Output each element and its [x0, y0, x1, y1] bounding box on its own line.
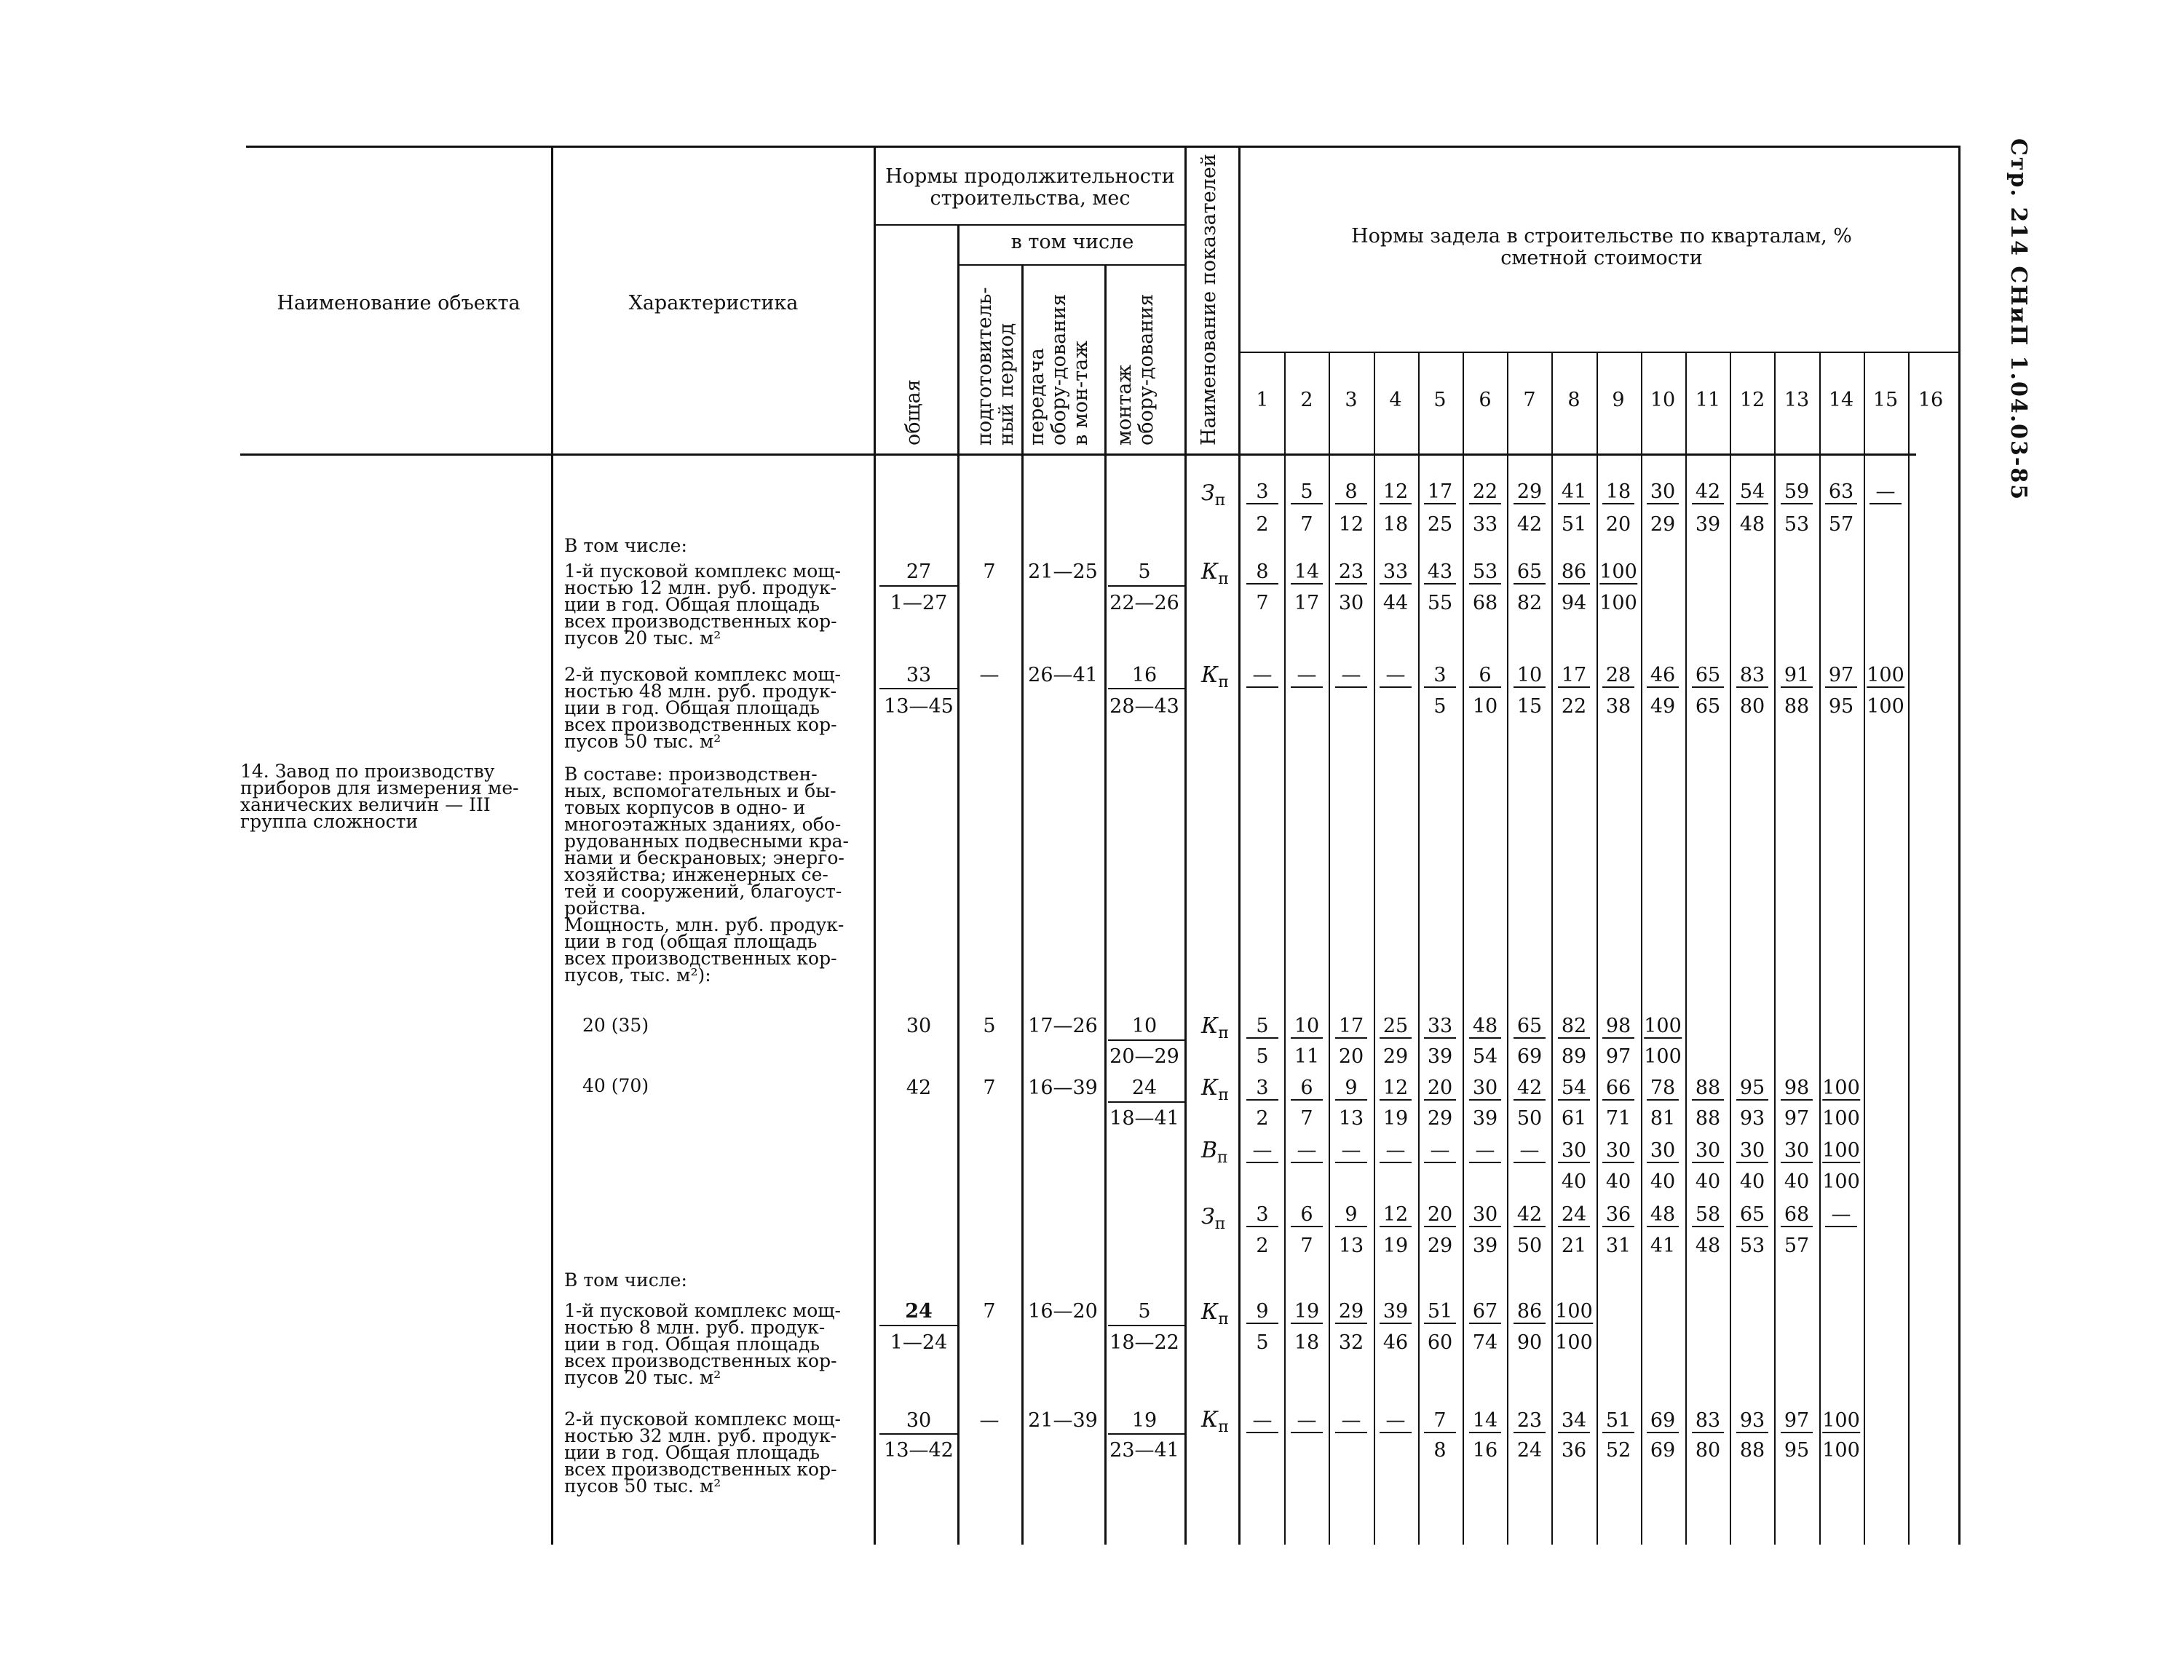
backlog-cell: 18	[1602, 481, 1634, 504]
backlog-cell: 2	[1256, 1107, 1269, 1130]
backlog-cell: 95	[1736, 1077, 1768, 1101]
backlog-cell: 7	[1256, 592, 1269, 614]
backlog-cell: 68	[1472, 592, 1498, 614]
backlog-cell: 65	[1695, 695, 1721, 718]
duration-transfer: 21—25	[1028, 560, 1098, 583]
duration-transfer: 21—39	[1028, 1409, 1098, 1432]
backlog-cell: 97	[1825, 665, 1857, 688]
backlog-cell: 36	[1561, 1439, 1587, 1462]
backlog-cell: 98	[1781, 1077, 1813, 1101]
backlog-cell: 43	[1424, 561, 1456, 585]
backlog-cell: 69	[1647, 1410, 1679, 1433]
quarter-header: 4	[1389, 389, 1402, 411]
backlog-cell: 100	[1822, 1107, 1860, 1130]
backlog-cell: 58	[1692, 1204, 1724, 1227]
backlog-cell: 18	[1294, 1331, 1320, 1354]
backlog-cell: 74	[1472, 1331, 1498, 1354]
backlog-cell: 42	[1516, 513, 1543, 536]
backlog-cell: —	[1291, 1140, 1323, 1163]
indicator-z: $З_п$	[1201, 1204, 1226, 1233]
backlog-cell: 19	[1382, 1107, 1409, 1130]
quarter-header: 8	[1567, 389, 1580, 411]
backlog-cell: 88	[1692, 1077, 1724, 1101]
backlog-cell: 2	[1256, 513, 1269, 536]
backlog-cell: 42	[1514, 1204, 1546, 1227]
backlog-cell: 3	[1246, 1204, 1278, 1227]
backlog-cell: 66	[1602, 1077, 1634, 1101]
backlog-cell: 86	[1558, 561, 1590, 585]
backlog-cell: 100	[1599, 560, 1637, 583]
backlog-cell: 28	[1602, 665, 1634, 688]
page-header: Стр. 214 СНиП 1.04.03-85	[2006, 138, 2031, 502]
backlog-cell: 23	[1514, 1410, 1546, 1433]
quarter-header: 13	[1784, 389, 1810, 411]
indicator-k: $К_п$	[1201, 559, 1229, 588]
backlog-cell: —	[1469, 1140, 1501, 1163]
quarter-header: 11	[1695, 389, 1721, 411]
backlog-cell: 40	[1561, 1170, 1587, 1193]
backlog-cell: 20	[1605, 513, 1631, 536]
backlog-cell: 65	[1514, 561, 1546, 585]
duration-total: 27	[906, 560, 932, 583]
backlog-cell: 13	[1338, 1107, 1364, 1130]
backlog-cell: 81	[1650, 1107, 1676, 1130]
backlog-cell: 40	[1650, 1170, 1676, 1193]
backlog-cell: 33	[1424, 1015, 1456, 1039]
quarter-header: 3	[1345, 389, 1358, 411]
backlog-cell: —	[1335, 1410, 1367, 1433]
backlog-cell: 88	[1695, 1107, 1721, 1130]
backlog-cell: 93	[1739, 1107, 1765, 1130]
indicator-k: $К_п$	[1201, 662, 1229, 692]
backlog-cell: 48	[1469, 1015, 1501, 1039]
col-including: в том числе	[1010, 231, 1134, 253]
backlog-cell: 83	[1736, 665, 1768, 688]
backlog-cell: 40	[1739, 1170, 1765, 1193]
indicator-k: $К_п$	[1201, 1299, 1229, 1328]
col-indicator: Наименование показателей	[1198, 154, 1220, 445]
backlog-cell: —	[1870, 481, 1902, 504]
backlog-cell: 9	[1335, 1204, 1367, 1227]
quarter-header: 5	[1433, 389, 1447, 411]
backlog-cell: 3	[1246, 481, 1278, 504]
backlog-cell: 14	[1469, 1410, 1501, 1433]
backlog-cell: 98	[1602, 1015, 1634, 1039]
backlog-cell: —	[1291, 665, 1323, 688]
backlog-cell: 50	[1516, 1235, 1543, 1257]
backlog-cell: 29	[1335, 1301, 1367, 1324]
backlog-cell: 88	[1784, 695, 1810, 718]
backlog-cell: 14	[1291, 561, 1323, 585]
backlog-cell: 29	[1650, 513, 1676, 536]
characteristic-complex-4: 2-й пусковой комплекс мощ- ностью 32 млн. руб. продук- ции в год. Общая площадь всех производственных кор- пусов 50 тыс. м²	[564, 1408, 841, 1497]
backlog-cell: 3	[1424, 665, 1456, 688]
backlog-cell: —	[1380, 1140, 1412, 1163]
col-backlog-group: Нормы задела в строительстве по кварталам, % сметной стоимости	[1351, 225, 1852, 269]
backlog-cell: 86	[1514, 1301, 1546, 1324]
backlog-cell: 12	[1380, 1204, 1412, 1227]
backlog-cell: 100	[1822, 1409, 1860, 1432]
backlog-cell: 39	[1380, 1301, 1412, 1324]
backlog-cell: 17	[1335, 1015, 1367, 1039]
backlog-cell: 7	[1300, 1107, 1313, 1130]
backlog-cell: 97	[1784, 1107, 1810, 1130]
backlog-cell: 22	[1469, 481, 1501, 504]
backlog-cell: 17	[1558, 665, 1590, 688]
backlog-cell: 69	[1516, 1045, 1543, 1068]
backlog-cell: —	[1246, 1140, 1278, 1163]
backlog-cell: 42	[1692, 481, 1724, 504]
backlog-cell: 54	[1736, 481, 1768, 504]
backlog-cell: 12	[1380, 1077, 1412, 1101]
backlog-cell: 50	[1516, 1107, 1543, 1130]
indicator-z: $З_п$	[1201, 480, 1226, 510]
backlog-cell: 39	[1695, 513, 1721, 536]
backlog-cell: 39	[1427, 1045, 1453, 1068]
backlog-cell: —	[1380, 1410, 1412, 1433]
backlog-cell: 30	[1736, 1140, 1768, 1163]
quarter-header: 16	[1918, 389, 1944, 411]
backlog-cell: —	[1380, 665, 1412, 688]
duration-prep: 7	[983, 1077, 996, 1099]
backlog-cell: 54	[1472, 1045, 1498, 1068]
backlog-cell: 65	[1692, 665, 1724, 688]
backlog-cell: 88	[1739, 1439, 1765, 1462]
backlog-cell: 100	[1644, 1045, 1682, 1068]
backlog-cell: 100	[1555, 1300, 1593, 1323]
characteristic-complex-1: 1-й пусковой комплекс мощ- ностью 12 млн. руб. продук- ции в год. Общая площадь всех производственных кор- пусов 20 тыс. м²	[564, 560, 841, 649]
backlog-cell: 29	[1382, 1045, 1409, 1068]
duration-total: 24	[905, 1300, 933, 1323]
duration-install-range: 28—43	[1109, 695, 1179, 718]
backlog-cell: 29	[1514, 481, 1546, 504]
backlog-cell: 100	[1644, 1015, 1682, 1037]
backlog-cell: 51	[1424, 1301, 1456, 1324]
duration-total: 30	[906, 1015, 932, 1037]
backlog-cell: 25	[1380, 1015, 1412, 1039]
backlog-cell: 69	[1650, 1439, 1676, 1462]
backlog-cell: 40	[1605, 1170, 1631, 1193]
duration-total-range: 1—27	[890, 592, 948, 614]
backlog-cell: 100	[1867, 695, 1904, 718]
backlog-cell: 7	[1300, 513, 1313, 536]
backlog-cell: 7	[1300, 1235, 1313, 1257]
backlog-cell: 31	[1605, 1235, 1631, 1257]
backlog-cell: 17	[1424, 481, 1456, 504]
characteristic-complex-3: 1-й пусковой комплекс мощ- ностью 8 млн. руб. продук- ции в год. Общая площадь всех производственных кор- пусов 20 тыс. м²	[564, 1300, 841, 1388]
backlog-cell: 61	[1561, 1107, 1587, 1130]
backlog-cell: 5	[1433, 695, 1447, 718]
duration-total-range: 1—24	[890, 1331, 948, 1354]
backlog-cell: 46	[1647, 665, 1679, 688]
characteristic-complex-2: 2-й пусковой комплекс мощ- ностью 48 млн. руб. продук- ции в год. Общая площадь всех производственных кор- пусов 50 тыс. м²	[564, 664, 841, 752]
backlog-cell: 10	[1514, 665, 1546, 688]
backlog-cell: 95	[1828, 695, 1854, 718]
indicator-v: $В_п$	[1201, 1138, 1228, 1167]
backlog-cell: 40	[1784, 1170, 1810, 1193]
col-duration-group: Нормы продолжительности строительства, мес	[885, 165, 1175, 210]
backlog-cell: 89	[1561, 1045, 1587, 1068]
duration-install-range: 22—26	[1109, 592, 1179, 614]
duration-total: 33	[906, 664, 932, 686]
duration-prep: —	[979, 664, 1000, 686]
backlog-cell: 78	[1647, 1077, 1679, 1101]
backlog-cell: 95	[1784, 1439, 1810, 1462]
col-characteristic: Характеристика	[628, 292, 799, 314]
backlog-cell: —	[1291, 1410, 1323, 1433]
backlog-cell: 23	[1335, 561, 1367, 585]
backlog-cell: 53	[1784, 513, 1810, 536]
col-preparatory: подготовитель-ный период	[973, 287, 1018, 445]
backlog-cell: 15	[1516, 695, 1543, 718]
backlog-cell: 19	[1291, 1301, 1323, 1324]
indicator-k: $К_п$	[1201, 1075, 1229, 1104]
backlog-cell: 36	[1602, 1204, 1634, 1227]
duration-install-range: 23—41	[1109, 1439, 1179, 1462]
quarter-header: 7	[1523, 389, 1536, 411]
quarter-header: 12	[1739, 389, 1765, 411]
backlog-cell: 60	[1427, 1331, 1453, 1354]
quarter-header: 15	[1872, 389, 1899, 411]
backlog-cell: 13	[1338, 1235, 1364, 1257]
col-transfer: передача обору-дования в мон-таж	[1026, 293, 1092, 445]
backlog-cell: 9	[1246, 1301, 1278, 1324]
backlog-cell: 65	[1736, 1204, 1768, 1227]
backlog-cell: 49	[1650, 695, 1676, 718]
duration-prep: —	[979, 1409, 1000, 1432]
backlog-cell: 3	[1246, 1077, 1278, 1101]
backlog-cell: 80	[1695, 1439, 1721, 1462]
backlog-cell: 30	[1469, 1077, 1501, 1101]
backlog-cell: 5	[1256, 1331, 1269, 1354]
backlog-cell: 57	[1784, 1235, 1810, 1257]
backlog-cell: 100	[1822, 1170, 1860, 1193]
backlog-cell: 90	[1516, 1331, 1543, 1354]
backlog-cell: 24	[1516, 1439, 1543, 1462]
backlog-cell: 29	[1427, 1235, 1453, 1257]
backlog-cell: 25	[1427, 513, 1453, 536]
backlog-cell: —	[1335, 665, 1367, 688]
backlog-cell: 8	[1433, 1439, 1447, 1462]
quarter-header: 2	[1300, 389, 1313, 411]
object-name: 14. Завод по производству приборов для измерения ме- ханических величин — III группа сложности	[240, 761, 519, 832]
backlog-cell: 30	[1692, 1140, 1724, 1163]
backlog-cell: 30	[1781, 1140, 1813, 1163]
backlog-cell: 24	[1558, 1204, 1590, 1227]
duration-total: 42	[906, 1077, 932, 1099]
backlog-cell: 30	[1558, 1140, 1590, 1163]
backlog-cell: —	[1825, 1204, 1857, 1227]
backlog-cell: 10	[1472, 695, 1498, 718]
backlog-cell: 7	[1424, 1410, 1456, 1433]
col-total: общая	[902, 379, 925, 445]
backlog-cell: 6	[1469, 665, 1501, 688]
backlog-cell: 94	[1561, 592, 1587, 614]
backlog-cell: 51	[1602, 1410, 1634, 1433]
capacity-20: 20 (35)	[582, 1015, 649, 1036]
backlog-cell: 55	[1427, 592, 1453, 614]
backlog-cell: 51	[1561, 513, 1587, 536]
backlog-cell: 19	[1382, 1235, 1409, 1257]
quarter-header: 1	[1256, 389, 1269, 411]
backlog-cell: 38	[1605, 695, 1631, 718]
backlog-cell: 54	[1558, 1077, 1590, 1101]
col-install: монтаж обору-дования	[1113, 293, 1158, 445]
quarter-header: 10	[1650, 389, 1676, 411]
backlog-cell: 83	[1692, 1410, 1724, 1433]
backlog-cell: 48	[1647, 1204, 1679, 1227]
backlog-cell: 6	[1291, 1204, 1323, 1227]
duration-prep: 7	[983, 560, 996, 583]
backlog-cell: 20	[1424, 1077, 1456, 1101]
duration-prep: 7	[983, 1300, 996, 1323]
duration-install-range: 18—22	[1109, 1331, 1179, 1354]
backlog-cell: 93	[1736, 1410, 1768, 1433]
backlog-cell: 91	[1781, 665, 1813, 688]
backlog-cell: 53	[1469, 561, 1501, 585]
duration-transfer: 17—26	[1028, 1015, 1098, 1037]
backlog-cell: 18	[1382, 513, 1409, 536]
characteristic-composition: В составе: производствен- ных, вспомогательных и бы- товых корпусов в одно- и многоэтажных зданиях, обо- рудованных подвесными кра- нами и бескрановых; энерго- хозяйства; инженерных се- тей и сооружений, благоуст- ройства. Мощность, млн. руб. продук- ции в год (общая площадь всех производственных кор- пусов, тыс. м²):	[564, 764, 849, 986]
duration-total-range: 13—42	[884, 1439, 954, 1462]
backlog-cell: 71	[1605, 1107, 1631, 1130]
backlog-cell: 20	[1424, 1204, 1456, 1227]
duration-install: 24	[1131, 1077, 1158, 1099]
backlog-cell: 44	[1382, 592, 1409, 614]
backlog-cell: 41	[1650, 1235, 1676, 1257]
duration-total-range: 13—45	[884, 695, 954, 718]
backlog-cell: 30	[1338, 592, 1364, 614]
characteristic-including-2: В том числе:	[564, 1269, 687, 1291]
backlog-cell: 29	[1427, 1107, 1453, 1130]
capacity-40: 40 (70)	[582, 1075, 649, 1096]
backlog-cell: 53	[1739, 1235, 1765, 1257]
backlog-cell: 22	[1561, 695, 1587, 718]
backlog-cell: 2	[1256, 1235, 1269, 1257]
backlog-cell: 97	[1605, 1045, 1631, 1068]
duration-transfer: 26—41	[1028, 664, 1098, 686]
backlog-cell: 67	[1469, 1301, 1501, 1324]
indicator-k: $К_п$	[1201, 1013, 1229, 1042]
backlog-cell: 21	[1561, 1235, 1587, 1257]
backlog-cell: 30	[1602, 1140, 1634, 1163]
duration-install: 19	[1131, 1409, 1158, 1432]
backlog-cell: 48	[1695, 1235, 1721, 1257]
quarter-header: 14	[1828, 389, 1854, 411]
indicator-k: $К_п$	[1201, 1407, 1229, 1436]
backlog-cell: 63	[1825, 481, 1857, 504]
backlog-cell: 5	[1291, 481, 1323, 504]
backlog-cell: 100	[1555, 1331, 1593, 1354]
backlog-cell: 34	[1558, 1410, 1590, 1433]
backlog-cell: 52	[1605, 1439, 1631, 1462]
backlog-cell: 65	[1514, 1015, 1546, 1039]
backlog-cell: 46	[1382, 1331, 1409, 1354]
duration-prep: 5	[983, 1015, 996, 1037]
backlog-cell: 42	[1514, 1077, 1546, 1101]
backlog-cell: 68	[1781, 1204, 1813, 1227]
duration-install-range: 18—41	[1109, 1107, 1179, 1130]
backlog-cell: 82	[1516, 592, 1543, 614]
quarter-header: 6	[1479, 389, 1492, 411]
backlog-cell: 30	[1647, 481, 1679, 504]
backlog-cell: —	[1335, 1140, 1367, 1163]
backlog-cell: 32	[1338, 1331, 1364, 1354]
backlog-cell: 39	[1472, 1235, 1498, 1257]
backlog-cell: —	[1514, 1140, 1546, 1163]
backlog-cell: 5	[1256, 1045, 1269, 1068]
backlog-cell: 12	[1380, 481, 1412, 504]
backlog-cell: 17	[1294, 592, 1320, 614]
backlog-cell: 59	[1781, 481, 1813, 504]
backlog-cell: 8	[1246, 561, 1278, 585]
duration-install-range: 20—29	[1109, 1045, 1179, 1068]
backlog-cell: —	[1424, 1140, 1456, 1163]
backlog-cell: 20	[1338, 1045, 1364, 1068]
backlog-cell: —	[1246, 665, 1278, 688]
backlog-cell: 100	[1599, 592, 1637, 614]
backlog-cell: 80	[1739, 695, 1765, 718]
duration-install: 16	[1131, 664, 1158, 686]
characteristic-including-1: В том числе:	[564, 535, 687, 556]
backlog-cell: 33	[1380, 561, 1412, 585]
backlog-cell: 82	[1558, 1015, 1590, 1039]
backlog-cell: 16	[1472, 1439, 1498, 1462]
backlog-cell: 30	[1647, 1140, 1679, 1163]
quarter-header: 9	[1612, 389, 1625, 411]
backlog-cell: 8	[1335, 481, 1367, 504]
backlog-cell: 11	[1294, 1045, 1320, 1068]
duration-total: 30	[906, 1409, 932, 1432]
duration-install: 10	[1131, 1015, 1158, 1037]
backlog-cell: 12	[1338, 513, 1364, 536]
backlog-cell: —	[1246, 1410, 1278, 1433]
duration-transfer: 16—20	[1028, 1300, 1098, 1323]
backlog-cell: 97	[1781, 1410, 1813, 1433]
backlog-cell: 100	[1822, 1077, 1860, 1099]
duration-transfer: 16—39	[1028, 1077, 1098, 1099]
backlog-cell: 100	[1867, 664, 1904, 686]
backlog-cell: 57	[1828, 513, 1854, 536]
backlog-cell: 41	[1558, 481, 1590, 504]
backlog-cell: 6	[1291, 1077, 1323, 1101]
backlog-cell: 100	[1822, 1439, 1860, 1462]
backlog-cell: 100	[1822, 1139, 1860, 1162]
backlog-cell: 10	[1291, 1015, 1323, 1039]
backlog-cell: 30	[1469, 1204, 1501, 1227]
backlog-cell: 9	[1335, 1077, 1367, 1101]
backlog-cell: 33	[1472, 513, 1498, 536]
col-object-name: Наименование объекта	[277, 292, 521, 314]
backlog-cell: 5	[1246, 1015, 1278, 1039]
duration-install: 5	[1138, 560, 1151, 583]
backlog-cell: 40	[1695, 1170, 1721, 1193]
backlog-cell: 39	[1472, 1107, 1498, 1130]
duration-install: 5	[1138, 1300, 1151, 1323]
backlog-cell: 48	[1739, 513, 1765, 536]
